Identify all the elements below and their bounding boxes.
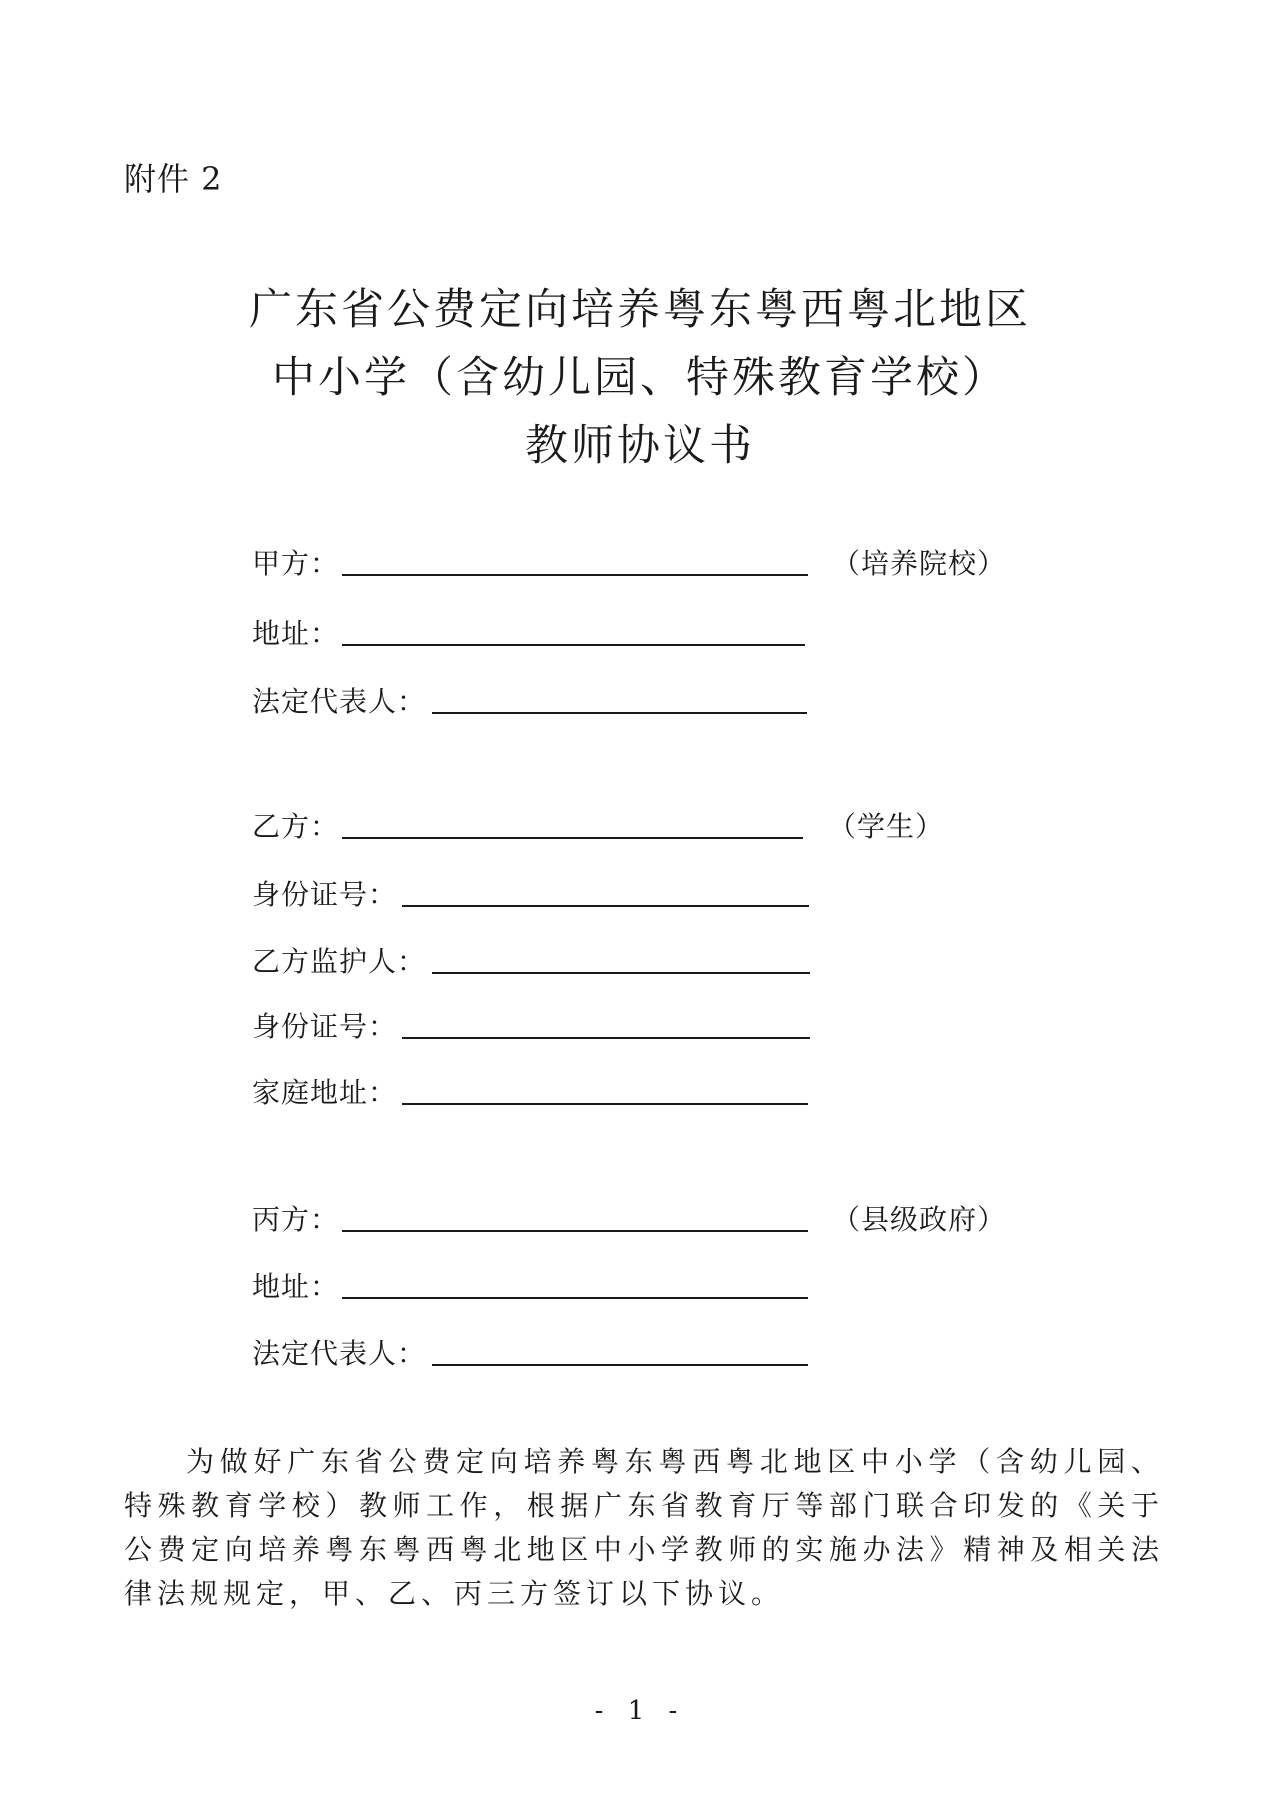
document-title-line-1: 广东省公费定向培养粤东粤西粤北地区: [249, 285, 1031, 335]
party-b-home-address-blank[interactable]: [402, 1103, 808, 1105]
party-b-id-label: 身份证号：: [252, 878, 398, 911]
intro-paragraph: 为做好广东省公费定向培养粤东粤西粤北地区中小学（含幼儿园、特殊教育学校）教师工作，根据广东省教育厅等部门联合印发的《关于公费定向培养粤东粤西粤北地区中小学教师的实施办法》精神及相关法律法规规定，甲、乙、丙三方签订以下协议。: [124, 1445, 1164, 1610]
attachment-label: 附件 2: [124, 160, 223, 198]
page-number: - 1 -: [594, 1696, 686, 1726]
party-b-id-blank[interactable]: [402, 905, 809, 907]
party-c-address-blank[interactable]: [342, 1297, 808, 1299]
party-b-guardian-blank[interactable]: [432, 972, 810, 974]
party-a-legal-rep-label: 法定代表人：: [252, 685, 427, 718]
party-c-label: 丙方：: [252, 1203, 340, 1236]
document-title-line-2: 中小学（含幼儿园、特殊教育学校）: [272, 353, 1008, 403]
party-a-legal-rep-blank[interactable]: [432, 712, 807, 714]
party-c-legal-rep-label: 法定代表人：: [252, 1337, 427, 1370]
party-c-note: （县级政府）: [832, 1203, 1007, 1236]
party-c-address-label: 地址：: [252, 1270, 340, 1303]
party-b-blank[interactable]: [342, 837, 803, 839]
party-a-label: 甲方：: [252, 547, 340, 580]
party-c-legal-rep-blank[interactable]: [432, 1364, 808, 1366]
party-c-blank[interactable]: [342, 1230, 808, 1232]
party-b-guardian-label: 乙方监护人：: [252, 945, 427, 978]
party-b-label: 乙方：: [252, 810, 340, 843]
document-title-line-3: 教师协议书: [525, 421, 755, 471]
party-b-note: （学生）: [828, 810, 945, 843]
party-b-home-address-label: 家庭地址：: [252, 1076, 398, 1109]
party-a-address-blank[interactable]: [342, 644, 805, 646]
party-b-guardian-id-blank[interactable]: [402, 1037, 810, 1039]
party-b-guardian-id-label: 身份证号：: [252, 1010, 398, 1043]
party-a-address-label: 地址：: [252, 617, 340, 650]
party-a-blank[interactable]: [342, 574, 808, 576]
party-a-note: （培养院校）: [832, 547, 1007, 580]
